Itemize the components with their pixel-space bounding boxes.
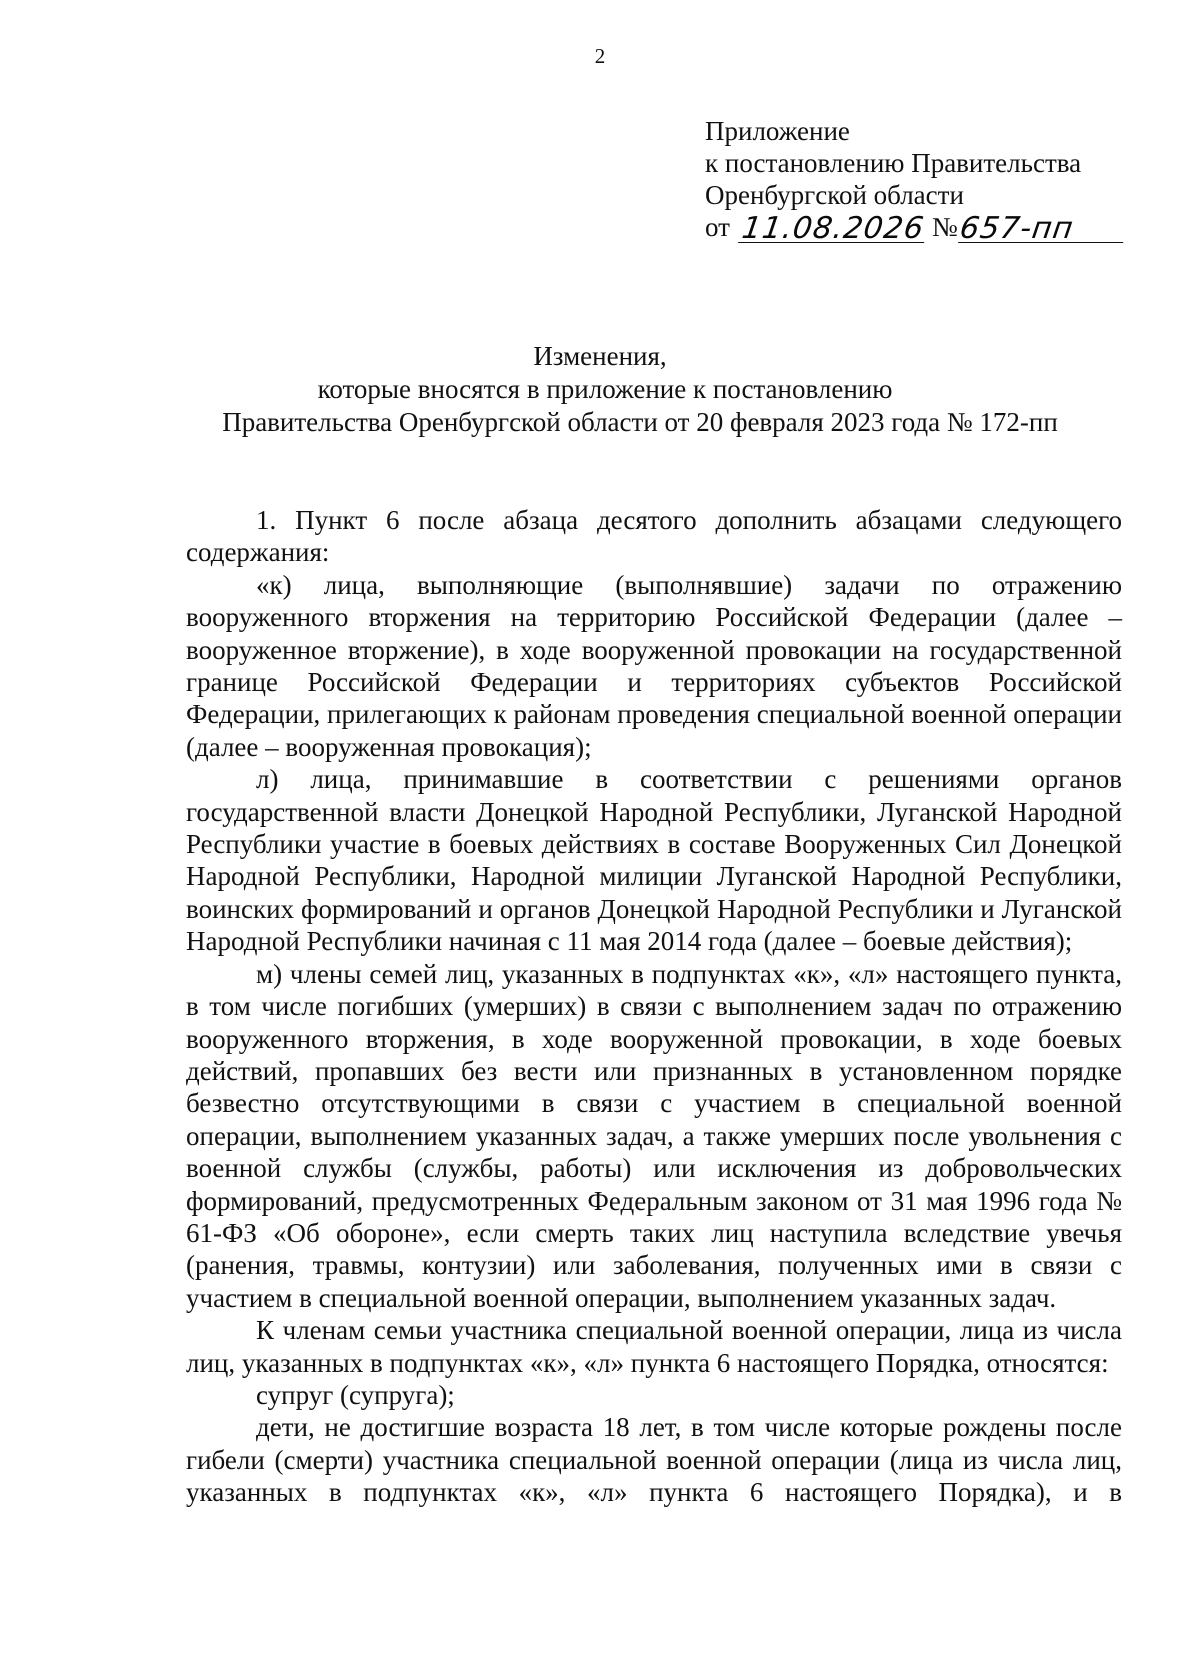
paragraph: дети, не достигшие возраста 18 лет, в том числе которые рождены после гибели (смерти) участника специальной военной операции (лица из числа лиц, указанных в подпунктах «к», «л» пункта 6 настоящего Порядка), и в	[186, 1412, 1122, 1508]
title-line-3: Правительства Оренбургской области от 20 февраля 2023 года № 172-пп	[222, 407, 1058, 437]
paragraph: л) лица, принимавшие в соответствии с решениями органов государственной власти Донецкой Народной Республики, Луганской Народной Республики участие в боевых действиях в составе Вооруженных Сил Донецкой Народной Республики, Народной милиции Луганской Народной Республики, воинских формирований и органов Донецкой Народной Республики и Луганской Народной Республики начиная с 11 мая 2014 года (далее – боевые действия);	[186, 764, 1122, 957]
title-line-2: которые вносятся в приложение к постановлению	[317, 374, 893, 404]
page-number: 2	[594, 44, 606, 68]
paragraph: м) члены семей лиц, указанных в подпунктах «к», «л» настоящего пункта, в том числе погибших (умерших) в связи с выполнением задач по отражению вооруженного вторжения, в ходе вооруженной провокации, в ходе боевых действий, пропавших без вести или признанных в установленном порядке безвестно отсутствующими в связи с участием в специальной военной операции, выполнением указанных задач, а также умерших после увольнения с военной службы (службы, работы) или исключения из добровольческих формирований, предусмотренных Федеральным законом от 31 мая 1996 года № 61-ФЗ «Об обороне», если смерть таких лиц наступила вследствие увечья (ранения, травмы, контузии) или заболевания, полученных ими в связи с участием в специальной военной операции, выполнением указанных задач.	[186, 958, 1122, 1313]
paragraph: К членам семьи участника специальной военной операции, лица из числа лиц, указанных в подпунктах «к», «л» пункта 6 настоящего Порядка, относятся:	[186, 1315, 1122, 1378]
appendix-title: Приложение	[705, 116, 850, 146]
paragraph: 1. Пункт 6 после абзаца десятого дополнить абзацами следующего содержания:	[186, 505, 1122, 568]
document-title	[0, 340, 1200, 439]
handwritten-number: 657-пп	[958, 216, 1127, 243]
appendix-stamp	[705, 115, 1125, 246]
appendix-reference: к постановлению Правительства	[705, 148, 1082, 178]
document-body	[186, 504, 1122, 1509]
number-prefix: №	[931, 212, 958, 242]
from-prefix: от	[705, 212, 730, 242]
appendix-date-number-line	[705, 211, 1125, 246]
paragraph: «к) лица, выполняющие (выполнявшие) задачи по отражению вооруженного вторжения на территорию Российской Федерации (далее – вооруженное вторжение), в ходе вооруженной провокации на государственной границе Российской Федерации и территориях субъектов Российской Федерации, прилегающих к районам проведения специальной военной операции (далее – вооруженная провокация);	[186, 569, 1122, 762]
appendix-region: Оренбургской области	[705, 180, 964, 210]
paragraph: супруг (супруга);	[256, 1379, 455, 1410]
handwritten-date: 11.08.2026	[739, 211, 927, 246]
title-line-1: Изменения,	[533, 341, 667, 371]
